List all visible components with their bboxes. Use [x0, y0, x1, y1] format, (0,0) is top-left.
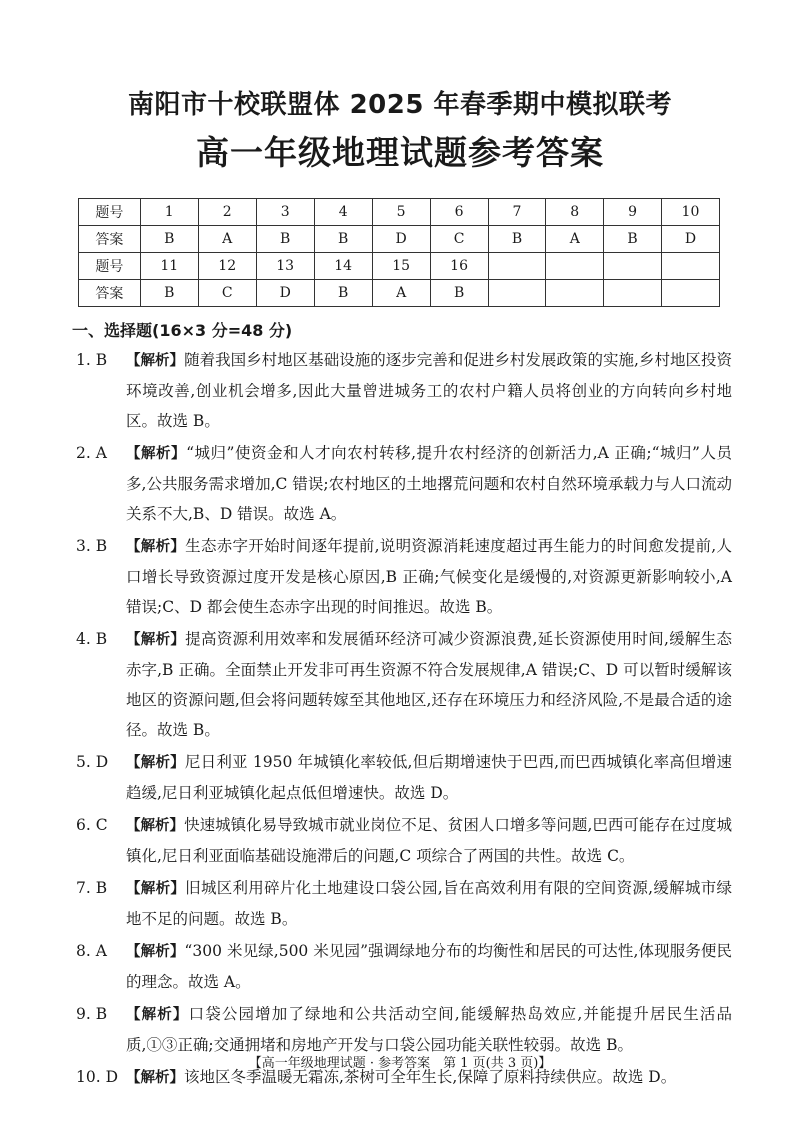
- table-cell: B: [140, 280, 198, 307]
- item-text: 快速城镇化易导致城市就业岗位不足、贫困人口增多等问题,巴西可能存在过度城镇化,尼日利亚面临基础设施滞后的问题,C 项综合了两国的共性。故选 C。: [126, 816, 732, 865]
- exam-title: 南阳市十校联盟体 2025 年春季期中模拟联考: [128, 90, 672, 120]
- table-cell: B: [604, 226, 662, 253]
- analysis-tag: 【解析】: [126, 539, 186, 555]
- table-cell: 5: [372, 199, 430, 226]
- row-label: 答案: [79, 226, 141, 253]
- analysis-tag: 【解析】: [126, 446, 187, 462]
- item-number: 9. B: [76, 1005, 108, 1023]
- table-cell: [488, 253, 546, 280]
- table-cell: 6: [430, 199, 488, 226]
- item-text: “300 米见绿,500 米见园”强调绿地分布的均衡性和居民的可达性,体现服务便民的理念。故选 A。: [126, 942, 732, 991]
- explanation-item: [76, 345, 732, 436]
- item-text: 随着我国乡村地区基础设施的逐步完善和促进乡村发展政策的实施,乡村地区投资环境改善,创业机会增多,因此大量曾进城务工的农村户籍人员将创业的方向转向乡村地区。故选 B。: [126, 351, 732, 430]
- table-cell: C: [430, 226, 488, 253]
- explanation-item: [76, 936, 732, 997]
- table-cell: B: [314, 280, 372, 307]
- analysis-tag: 【解析】: [126, 632, 186, 648]
- answer-key-table: [78, 198, 720, 307]
- table-cell: A: [372, 280, 430, 307]
- table-cell: B: [256, 226, 314, 253]
- table-cell: B: [140, 226, 198, 253]
- table-cell: A: [546, 226, 604, 253]
- table-cell: D: [256, 280, 314, 307]
- item-text: 口袋公园增加了绿地和公共活动空间,能缓解热岛效应,并能提升居民生活品质,①③正确;交通拥堵和房地产开发与口袋公园功能关联性较弱。故选 B。: [126, 1005, 733, 1054]
- table-cell: 3: [256, 199, 314, 226]
- table-cell: 2: [198, 199, 256, 226]
- analysis-tag: 【解析】: [126, 881, 186, 897]
- table-cell: D: [661, 226, 719, 253]
- item-number: 5. D: [76, 753, 109, 771]
- table-cell: [661, 253, 719, 280]
- item-number: 6. C: [76, 816, 108, 834]
- table-row: [79, 199, 720, 226]
- table-row: [79, 253, 720, 280]
- table-cell: B: [314, 226, 372, 253]
- table-cell: 1: [140, 199, 198, 226]
- table-cell: 8: [546, 199, 604, 226]
- item-number: 3. B: [76, 537, 108, 555]
- table-cell: 12: [198, 253, 256, 280]
- table-cell: [488, 280, 546, 307]
- item-number: 4. B: [76, 630, 108, 648]
- item-number: 1. B: [76, 351, 108, 369]
- analysis-tag: 【解析】: [126, 1007, 189, 1023]
- table-row: [79, 226, 720, 253]
- table-cell: 7: [488, 199, 546, 226]
- analysis-tag: 【解析】: [126, 353, 185, 369]
- document-title: 高一年级地理试题参考答案: [196, 133, 604, 172]
- explanation-item: [76, 531, 732, 622]
- row-label: 答案: [79, 280, 141, 307]
- table-row: [79, 280, 720, 307]
- item-text: “城归”使资金和人才向农村转移,提升农村经济的创新活力,A 正确;“城归”人员多,公共服务需求增加,C 错误;农村地区的土地撂荒问题和农村自然环境承载力与人口流动关系不大,B、D 错误。故选 A。: [126, 444, 732, 523]
- table-cell: [604, 280, 662, 307]
- analysis-tag: 【解析】: [126, 755, 185, 771]
- table-cell: B: [488, 226, 546, 253]
- table-cell: 16: [430, 253, 488, 280]
- table-cell: D: [372, 226, 430, 253]
- item-number: 7. B: [76, 879, 108, 897]
- row-label: 题号: [79, 199, 141, 226]
- item-text: 生态赤字开始时间逐年提前,说明资源消耗速度超过再生能力的时间愈发提前,人口增长导致资源过度开发是核心原因,B 正确;气候变化是缓慢的,对资源更新影响较小,A 错误;C、D 都会使生态赤字出现的时间推迟。故选 B。: [126, 537, 733, 616]
- table-cell: 11: [140, 253, 198, 280]
- table-cell: C: [198, 280, 256, 307]
- explanation-list: [76, 345, 732, 1095]
- item-text: 该地区冬季温暖无霜冻,茶树可全年生长,保障了原料持续供应。故选 D。: [184, 1068, 677, 1086]
- table-cell: [546, 280, 604, 307]
- row-label: 题号: [79, 253, 141, 280]
- item-number: 2. A: [76, 444, 107, 462]
- item-text: 旧城区利用碎片化土地建设口袋公园,旨在高效利用有限的空间资源,缓解城市绿地不足的问题。故选 B。: [126, 879, 733, 928]
- item-number: 10. D: [76, 1068, 119, 1086]
- table-cell: 4: [314, 199, 372, 226]
- explanation-item: [76, 873, 732, 934]
- analysis-tag: 【解析】: [126, 1070, 184, 1086]
- item-text: 尼日利亚 1950 年城镇化率较低,但后期增速快于巴西,而巴西城镇化率高但增速趋缓,尼日利亚城镇化起点低但增速快。故选 D。: [126, 753, 732, 802]
- explanation-item: [76, 999, 732, 1060]
- table-cell: B: [430, 280, 488, 307]
- table-cell: 14: [314, 253, 372, 280]
- table-cell: 10: [661, 199, 719, 226]
- page-footer: 【高一年级地理试题 · 参考答案 第 1 页(共 3 页)】: [248, 1056, 552, 1071]
- table-cell: [546, 253, 604, 280]
- analysis-tag: 【解析】: [126, 818, 185, 834]
- section-title: 一、选择题(16×3 分=48 分): [72, 321, 293, 340]
- table-cell: 13: [256, 253, 314, 280]
- item-number: 8. A: [76, 942, 107, 960]
- explanation-item: [76, 747, 732, 808]
- analysis-tag: 【解析】: [126, 944, 185, 960]
- explanation-item: [76, 624, 732, 745]
- table-cell: [661, 280, 719, 307]
- table-cell: 15: [372, 253, 430, 280]
- explanation-item: [76, 810, 732, 871]
- item-text: 提高资源利用效率和发展循环经济可减少资源浪费,延长资源使用时间,缓解生态赤字,B 正确。全面禁止开发非可再生资源不符合发展规律,A 错误;C、D 可以暂时缓解该地区的资源问题,但会将问题转嫁至其他地区,还存在环境压力和经济风险,不是最合适的途径。故选 B。: [126, 630, 733, 739]
- explanation-item: [76, 438, 732, 529]
- table-cell: [604, 253, 662, 280]
- table-cell: A: [198, 226, 256, 253]
- table-cell: 9: [604, 199, 662, 226]
